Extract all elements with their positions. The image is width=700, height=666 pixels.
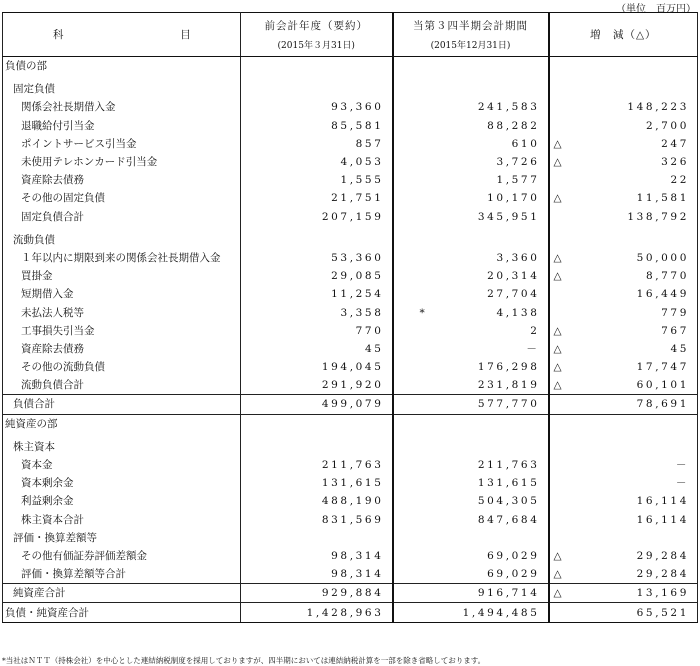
row-label: その他の流動負債 [3, 358, 241, 376]
table-row [3, 117, 698, 135]
change-value [549, 395, 698, 414]
row-label: 資本剰余金 [3, 474, 241, 492]
row-label: 資産除去債務 [3, 340, 241, 358]
current-value-text: 1,494,485 [462, 606, 540, 619]
prior-value: 11,254 [241, 285, 393, 303]
table-body [3, 57, 698, 623]
row-label: その他の固定負債 [3, 189, 241, 207]
table-row [3, 249, 698, 267]
current-value-text: 69,029 [487, 568, 540, 581]
table-row [3, 565, 698, 584]
row-label: 負債合計 [3, 395, 241, 414]
table-row [3, 153, 698, 171]
change-value-text: 16,449 [636, 288, 689, 301]
prior-value: 53,360 [241, 249, 393, 267]
current-value [393, 285, 549, 303]
row-label: 流動負債 [3, 231, 241, 249]
prior-value: 194,045 [241, 358, 393, 376]
row-label: 固定負債 [3, 80, 241, 98]
table-row [3, 57, 698, 76]
row-label: 利益剰余金 [3, 492, 241, 510]
header-current-title: 当第３四半期会計期間 [413, 20, 528, 32]
change-value [549, 189, 698, 207]
change-value [549, 231, 698, 249]
change-value [549, 492, 698, 510]
prior-value: 98,314 [241, 547, 393, 565]
prior-value: 770 [241, 322, 393, 340]
current-value [393, 529, 549, 547]
table-row [3, 492, 698, 510]
decrease-mark: △ [553, 361, 562, 374]
change-value-text: 247 [661, 137, 689, 150]
table-row [3, 438, 698, 456]
table-row [3, 474, 698, 492]
current-value [393, 565, 549, 584]
row-label: 純資産合計 [3, 584, 241, 603]
row-label: 純資産の部 [3, 414, 241, 433]
current-value-text: 4,138 [496, 306, 540, 319]
current-value-text: － [526, 342, 540, 355]
change-value-text: 138,792 [627, 210, 689, 223]
table-row [3, 358, 698, 376]
header-prior-date: (2015年３月31日) [277, 41, 355, 51]
current-value-text: 241,583 [477, 101, 540, 114]
table-row [3, 376, 698, 395]
prior-value: 45 [241, 340, 393, 358]
change-value [549, 322, 698, 340]
current-value [393, 492, 549, 510]
row-label: １年以内に期限到来の関係会社長期借入金 [3, 249, 241, 267]
table-row [3, 208, 698, 226]
current-value-text: 20,314 [487, 270, 540, 283]
row-label: 関係会社長期借入金 [3, 98, 241, 116]
change-value [549, 340, 698, 358]
current-value [393, 153, 549, 171]
change-value [549, 376, 698, 395]
table-row [3, 603, 698, 622]
decrease-mark: △ [553, 342, 562, 355]
current-value [393, 98, 549, 116]
change-value [549, 57, 698, 76]
table-row [3, 547, 698, 565]
current-value [393, 358, 549, 376]
row-label: 負債・純資産合計 [3, 603, 241, 622]
current-value [393, 584, 549, 603]
current-value [393, 340, 549, 358]
change-value [549, 529, 698, 547]
prior-value: 131,615 [241, 474, 393, 492]
current-value-text: 3,726 [496, 156, 540, 169]
current-value [393, 395, 549, 414]
table-row [3, 414, 698, 433]
current-value [393, 322, 549, 340]
table-row [3, 456, 698, 474]
prior-value: 3,358 [241, 303, 393, 321]
change-value-text: 29,284 [636, 549, 689, 562]
table-row [3, 395, 698, 414]
table-header [3, 13, 698, 57]
current-value-text: 1,577 [496, 174, 540, 187]
decrease-mark: △ [553, 379, 562, 392]
unit-label: （単位 百万円） [616, 4, 696, 15]
change-value-text: 13,169 [636, 587, 689, 600]
table-row [3, 340, 698, 358]
prior-value: 98,314 [241, 565, 393, 584]
decrease-mark: △ [553, 568, 562, 581]
current-value-text: 504,305 [477, 495, 540, 508]
change-value-text: 148,223 [627, 101, 689, 114]
row-label: 評価・換算差額等合計 [3, 565, 241, 584]
current-value [393, 547, 549, 565]
prior-value: 1,555 [241, 171, 393, 189]
change-value [549, 135, 698, 153]
current-value [393, 208, 549, 226]
prior-value: 85,581 [241, 117, 393, 135]
change-value [549, 438, 698, 456]
change-value [549, 358, 698, 376]
change-value-text: 8,770 [645, 270, 689, 283]
prior-value [241, 529, 393, 547]
decrease-mark: △ [553, 270, 562, 283]
current-value [393, 249, 549, 267]
current-value-text: 577,770 [477, 398, 540, 411]
table-row [3, 322, 698, 340]
current-value-text: 88,282 [487, 119, 540, 132]
change-value-text: 65,521 [636, 606, 689, 619]
table-row [3, 267, 698, 285]
change-value [549, 603, 698, 622]
current-value-text: 211,763 [477, 459, 540, 472]
row-label: 未使用テレホンカード引当金 [3, 153, 241, 171]
prior-value [241, 57, 393, 76]
change-value-text: 22 [670, 174, 689, 187]
current-value-text: 916,714 [477, 587, 540, 600]
header-current-period [393, 13, 549, 57]
table-row [3, 80, 698, 98]
current-value [393, 438, 549, 456]
current-value [393, 189, 549, 207]
table-row [3, 529, 698, 547]
row-label: 株主資本 [3, 438, 241, 456]
row-label: 短期借入金 [3, 285, 241, 303]
change-value [549, 80, 698, 98]
prior-value: 291,920 [241, 376, 393, 395]
change-value [549, 153, 698, 171]
change-value [549, 249, 698, 267]
row-label: 買掛金 [3, 267, 241, 285]
change-value-text: 17,747 [636, 361, 689, 374]
change-value [549, 98, 698, 116]
change-value-text: 16,114 [636, 495, 689, 508]
table-row [3, 98, 698, 116]
current-value [393, 171, 549, 189]
prior-value [241, 414, 393, 433]
current-value [393, 80, 549, 98]
change-value-text: 11,581 [636, 192, 689, 205]
header-change-title: 増 減（△） [589, 29, 657, 41]
current-value [393, 414, 549, 433]
decrease-mark: △ [553, 549, 562, 562]
change-value-text: 45 [670, 342, 689, 355]
decrease-mark: △ [553, 137, 562, 150]
change-value [549, 117, 698, 135]
change-value [549, 303, 698, 321]
decrease-mark: △ [553, 251, 562, 264]
row-label: 資本金 [3, 456, 241, 474]
header-current-date: (2015年12月31日) [430, 41, 511, 51]
current-value [393, 376, 549, 395]
prior-value: 488,190 [241, 492, 393, 510]
current-value [393, 231, 549, 249]
change-value-text: － [675, 459, 689, 472]
current-value [393, 303, 549, 321]
change-value-text: 2,700 [645, 119, 689, 132]
row-label: 流動負債合計 [3, 376, 241, 395]
row-label: 固定負債合計 [3, 208, 241, 226]
row-label: 工事損失引当金 [3, 322, 241, 340]
current-value-text: 131,615 [477, 477, 540, 490]
header-change [549, 13, 698, 57]
balance-sheet-table [2, 12, 698, 623]
prior-value [241, 80, 393, 98]
header-account-a: 科 [53, 29, 64, 41]
change-value-text: 326 [661, 156, 689, 169]
prior-value: 929,884 [241, 584, 393, 603]
row-label: 株主資本合計 [3, 511, 241, 529]
current-value [393, 135, 549, 153]
current-value [393, 117, 549, 135]
current-value-text: 10,170 [487, 192, 540, 205]
change-value [549, 565, 698, 584]
prior-value [241, 438, 393, 456]
prior-value: 4,053 [241, 153, 393, 171]
decrease-mark: △ [553, 587, 562, 600]
table-row [3, 231, 698, 249]
change-value-text: 50,000 [636, 251, 689, 264]
change-value [549, 285, 698, 303]
change-value [549, 456, 698, 474]
change-value-text: 60,101 [636, 379, 689, 392]
table-row [3, 189, 698, 207]
current-value-text: 610 [511, 137, 540, 150]
header-account-b: 目 [180, 29, 191, 41]
change-value-text: 779 [661, 306, 689, 319]
change-value [549, 267, 698, 285]
row-label: 退職給付引当金 [3, 117, 241, 135]
header-account [3, 13, 241, 57]
table-row [3, 171, 698, 189]
change-value [549, 511, 698, 529]
row-label: その他有価証券評価差額金 [3, 547, 241, 565]
current-value [393, 511, 549, 529]
table-row [3, 135, 698, 153]
prior-value: 499,079 [241, 395, 393, 414]
row-label: 未払法人税等 [3, 303, 241, 321]
current-value [393, 267, 549, 285]
current-value-text: 2 [530, 324, 540, 337]
table-row [3, 285, 698, 303]
decrease-mark: △ [553, 156, 562, 169]
header-prior-title: 前会計年度（要約） [264, 20, 368, 32]
row-label: 資産除去債務 [3, 171, 241, 189]
change-value-text: 767 [661, 324, 689, 337]
prior-value [241, 231, 393, 249]
row-label: ポイントサービス引当金 [3, 135, 241, 153]
change-value-text: 29,284 [636, 568, 689, 581]
decrease-mark: △ [553, 192, 562, 205]
row-label: 評価・換算差額等 [3, 529, 241, 547]
current-value-text: 69,029 [487, 549, 540, 562]
row-label: 負債の部 [3, 57, 241, 76]
change-value-text: 16,114 [636, 513, 689, 526]
current-value [393, 603, 549, 622]
current-value-text: 27,704 [487, 288, 540, 301]
change-value [549, 208, 698, 226]
change-value-text: 78,691 [636, 398, 689, 411]
change-value [549, 584, 698, 603]
asterisk-mark: * [419, 306, 425, 319]
prior-value: 29,085 [241, 267, 393, 285]
footnote: *当社はＮＴＴ（持株会社）を中心とした連結納税制度を採用しておりますが、四半期においては連結納税計算を一部を除き省略しております。 [2, 656, 486, 665]
table-row [3, 584, 698, 603]
change-value [549, 547, 698, 565]
current-value [393, 474, 549, 492]
table-row [3, 303, 698, 321]
current-value-text: 231,819 [477, 379, 540, 392]
current-value-text: 847,684 [477, 513, 540, 526]
change-value-text: － [675, 477, 689, 490]
current-value [393, 456, 549, 474]
change-value [549, 414, 698, 433]
prior-value: 857 [241, 135, 393, 153]
current-value-text: 176,298 [477, 361, 540, 374]
decrease-mark: △ [553, 324, 562, 337]
change-value [549, 474, 698, 492]
prior-value: 93,360 [241, 98, 393, 116]
prior-value: 1,428,963 [241, 603, 393, 622]
current-value-text: 345,951 [477, 210, 540, 223]
prior-value: 211,763 [241, 456, 393, 474]
change-value [549, 171, 698, 189]
header-prior-year [241, 13, 393, 57]
prior-value: 21,751 [241, 189, 393, 207]
prior-value: 207,159 [241, 208, 393, 226]
prior-value: 831,569 [241, 511, 393, 529]
current-value-text: 3,360 [496, 251, 540, 264]
table-row [3, 511, 698, 529]
current-value [393, 57, 549, 76]
